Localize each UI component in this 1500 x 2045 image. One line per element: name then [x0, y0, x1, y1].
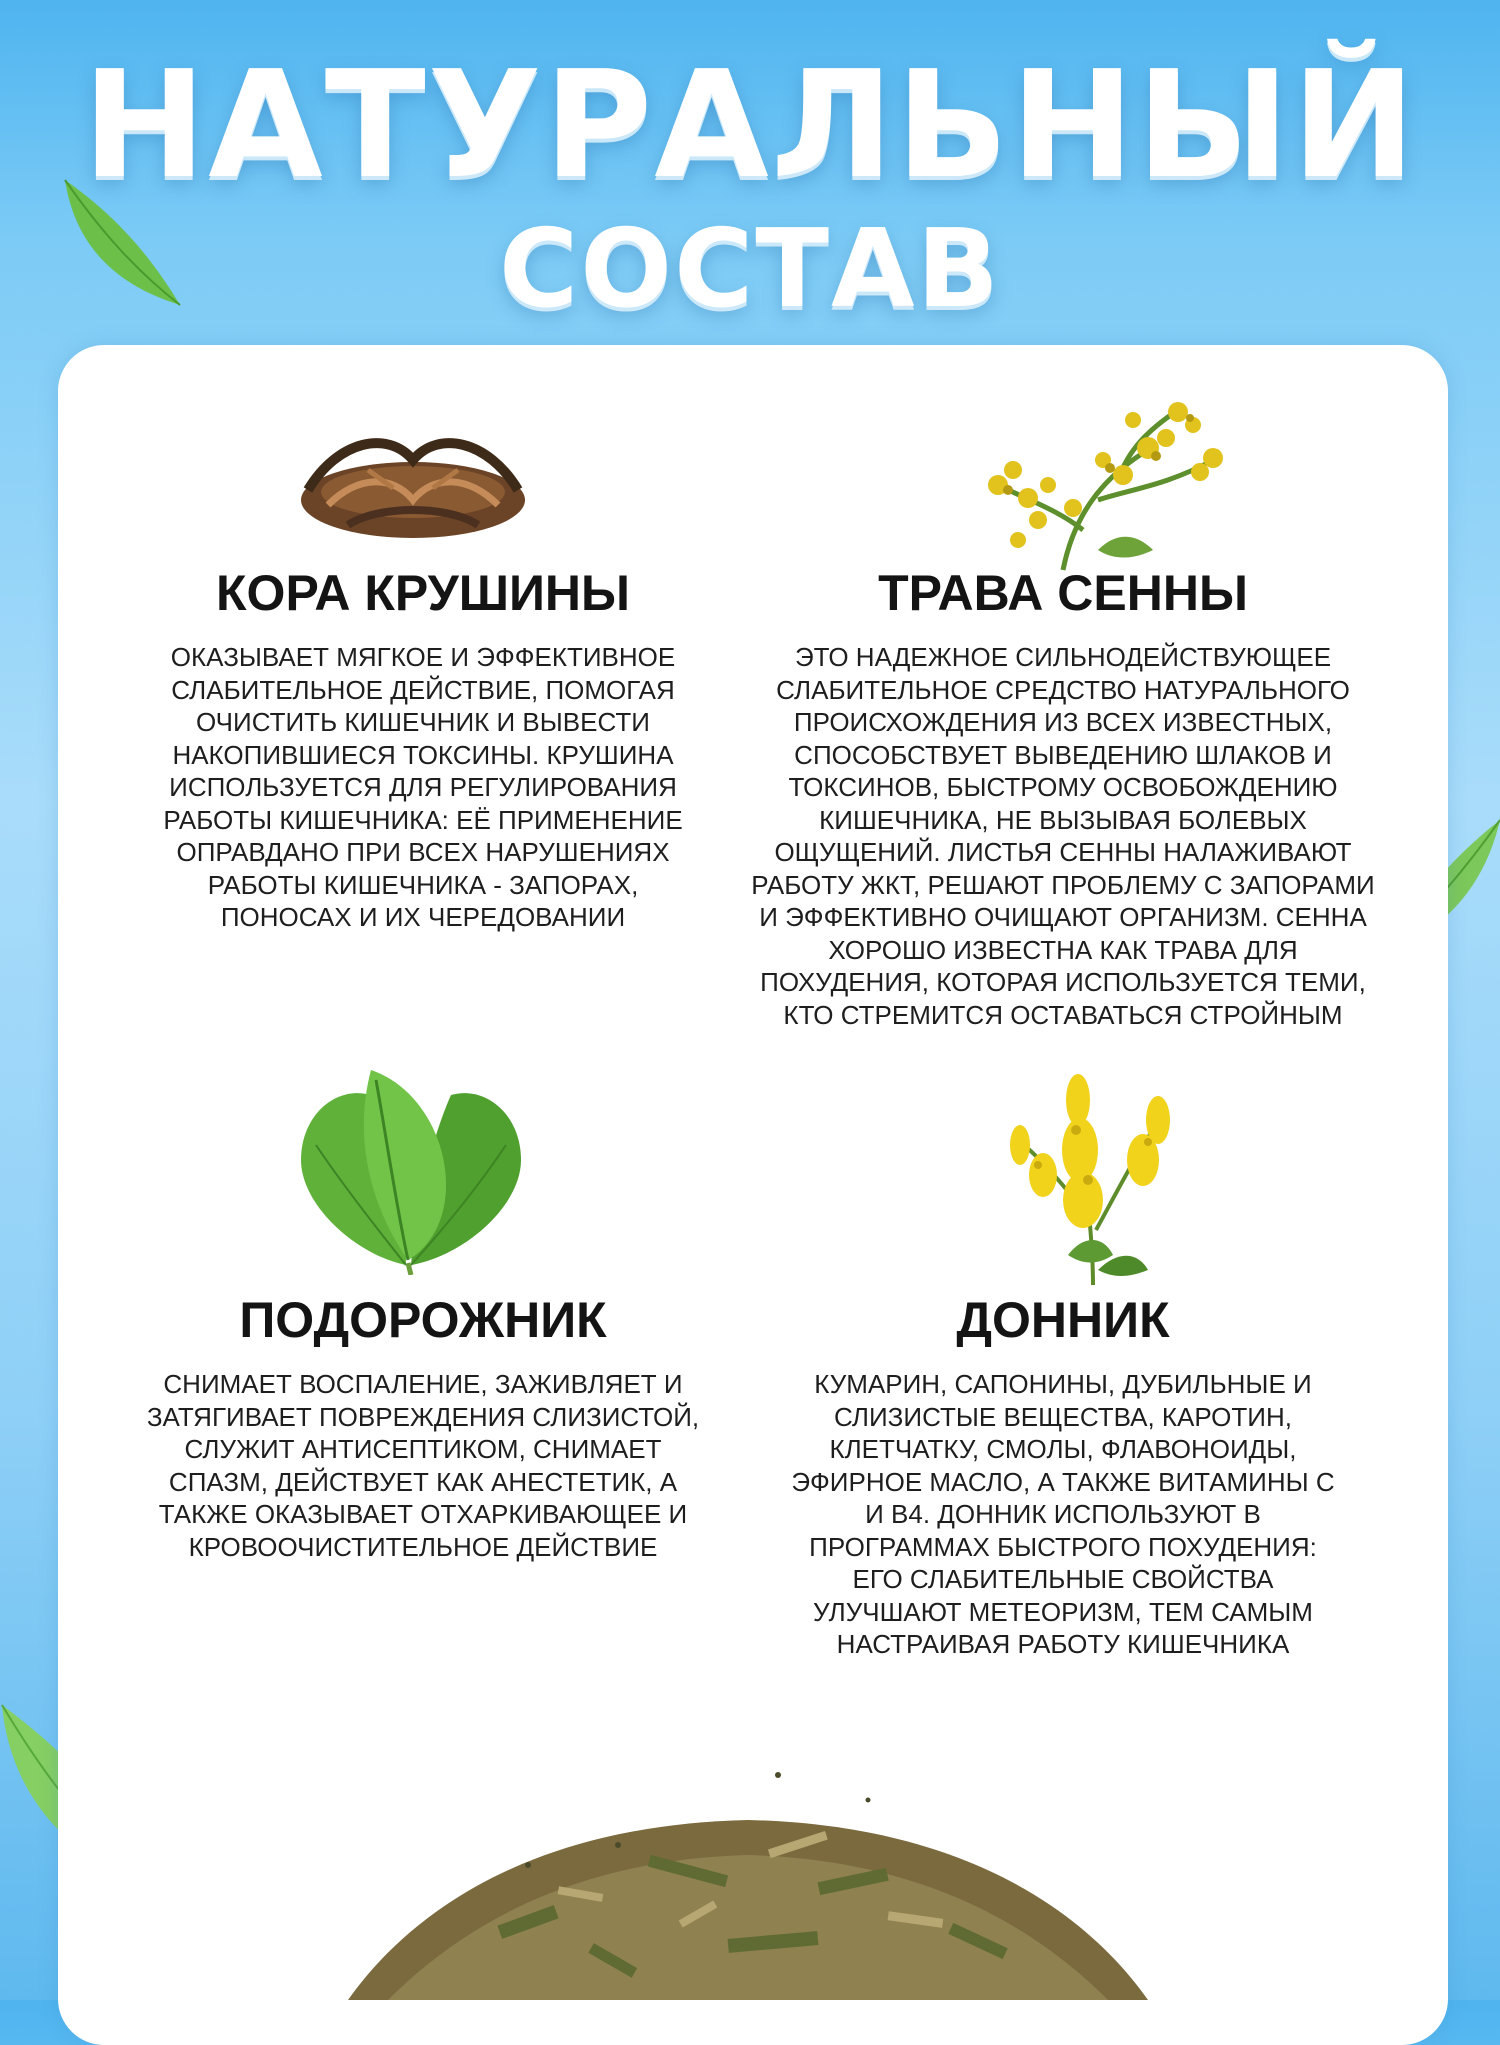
ingredient-description: КУМАРИН, САПОНИНЫ, ДУБИЛЬНЫЕ И СЛИЗИСТЫЕ ВЕЩЕСТВА, КАРОТИН, КЛЕТЧАТКУ, СМОЛЫ, ФЛАВОНОИДЫ, ЭФИРНОЕ МАСЛО, А ТАКЖЕ ВИТАМИНЫ С И В4. ДОННИК ИСПОЛЬЗУЮТ В ПРОГРАММАХ БЫСТРОГО ПОХУДЕНИЯ: ЕГО СЛАБИТЕЛЬНЫЕ СВОЙСТВА УЛУЧШАЮТ МЕТЕОРИЗМ, ТЕМ САМЫМ НАСТРАИВАЯ РАБОТУ КИШЕЧНИКА [791, 1369, 1335, 1659]
ingredient-description: СНИМАЕТ ВОСПАЛЕНИЕ, ЗАЖИВЛЯЕТ И ЗАТЯГИВАЕТ ПОВРЕЖДЕНИЯ СЛИЗИСТОЙ, СЛУЖИТ АНТИСЕПТИКОМ, СНИМАЕТ СПАЗМ, ДЕЙСТВУЕТ КАК АНЕСТЕТИК, А ТАКЖЕ ОКАЗЫВАЕТ ОТХАРКИВАЮЩЕЕ И КРОВООЧИСТИТЕЛЬНОЕ ДЕЙСТВИЕ [146, 1369, 700, 1562]
buckthorn-bark-icon [298, 430, 528, 550]
sweet-clover-icon [998, 1070, 1198, 1285]
ingredient-title: КОРА КРУШИНЫ [216, 565, 630, 621]
ingredient-title: ТРАВА СЕННЫ [878, 565, 1248, 621]
ingredient-title: ДОННИК [956, 1292, 1170, 1348]
senna-flower-icon [978, 390, 1228, 575]
ingredient-description: ОКАЗЫВАЕТ МЯГКОЕ И ЭФФЕКТИВНОЕ СЛАБИТЕЛЬНОЕ ДЕЙСТВИЕ, ПОМОГАЯ ОЧИСТИТЬ КИШЕЧНИК И ВЫВЕСТИ НАКОПИВШИЕСЯ ТОКСИНЫ. КРУШИНА ИСПОЛЬЗУЕТСЯ ДЛЯ РЕГУЛИРОВАНИЯ РАБОТЫ КИШЕЧНИКА: ЕЁ ПРИМЕНЕНИЕ ОПРАВДАНО ПРИ ВСЕХ НАРУШЕНИЯХ РАБОТЫ КИШЕЧНИКА - ЗАПОРАХ, ПОНОСАХ И ИХ ЧЕРЕДОВАНИИ [163, 642, 683, 932]
ingredient-description: ЭТО НАДЕЖНОЕ СИЛЬНОДЕЙСТВУЮЩЕЕ СЛАБИТЕЛЬНОЕ СРЕДСТВО НАТУРАЛЬНОГО ПРОИСХОЖДЕНИЯ ИЗ ВСЕХ ИЗВЕСТНЫХ, СПОСОБСТВУЕТ ВЫВЕДЕНИЮ ШЛАКОВ И ТОКСИНОВ, БЫСТРОМУ ОСВОБОЖДЕНИЮ КИШЕЧНИКА, НЕ ВЫЗЫВАЯ БОЛЕВЫХ ОЩУЩЕНИЙ. ЛИСТЬЯ СЕННЫ НАЛАЖИВАЮТ РАБОТУ ЖКТ, РЕШАЮТ ПРОБЛЕМУ С ЗАПОРАМИ И ЭФФЕКТИВНО ОЧИЩАЮТ ОРГАНИЗМ. СЕННА ХОРОШО ИЗВЕСТНА КАК ТРАВА ДЛЯ ПОХУДЕНИЯ, КОТОРАЯ ИСПОЛЬЗУЕТСЯ ТЕМИ, КТО СТРЕМИТСЯ ОСТАВАТЬСЯ СТРОЙНЫМ [751, 642, 1375, 1030]
herbal-mix-icon [348, 1765, 1148, 2000]
ingredients-card [58, 345, 1448, 2045]
ingredient-title: ПОДОРОЖНИК [239, 1292, 607, 1348]
ingredient-plantain [103, 1290, 743, 1563]
plantain-leaf-icon [296, 1065, 526, 1275]
ingredient-sweet-clover [743, 1290, 1383, 1661]
ingredient-senna [743, 563, 1383, 1031]
ingredient-buckthorn [103, 563, 743, 934]
header [0, 0, 1500, 340]
decorative-leaf-icon [55, 175, 185, 315]
title-line-2: СОСТАВ [499, 207, 1001, 332]
title-line-1: НАТУРАЛЬНЫЙ [82, 39, 1418, 211]
